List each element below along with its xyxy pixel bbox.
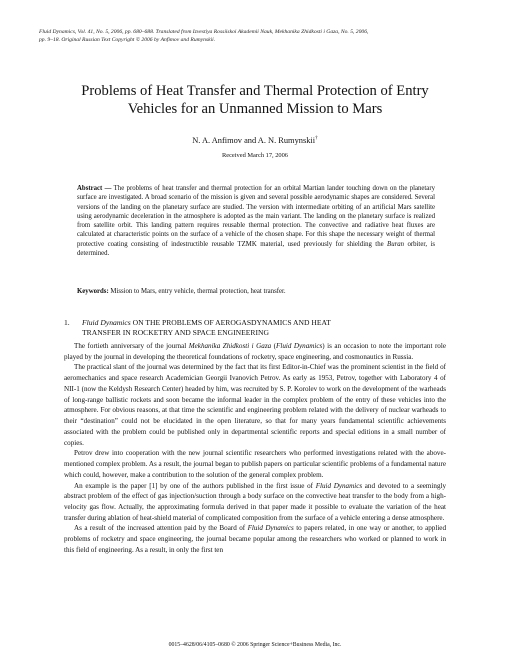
paragraph-1 <box>64 341 446 362</box>
section-heading-a: ON THE PROBLEMS OF AEROGASDYNAMICS AND HEAT <box>130 318 331 327</box>
citation-line-2: pp. 9–18. Original Russian Text Copyright © 2006 by Anfimov and Rumynskii. <box>39 37 216 44</box>
abstract-text-b: orbiter, is determined. <box>77 240 435 258</box>
p5-text-b: to papers related, in one way or another, to applied problems of rocketry and space engineering, the journal became popular among the researchers who worked or planned to work in this field of engineering. As a result, in only the first ten <box>64 524 446 554</box>
keywords <box>77 288 435 297</box>
title-line-1: Problems of Heat Transfer and Thermal Protection of Entry <box>81 83 429 99</box>
paragraph-3: Petrov drew into cooperation with the new journal scientific researchers who performed investigations related with the above-mentioned complex problem. As a result, the journal began to publish papers on particular scientific problems of a fundamental nature which could, however, make a contribution to the solution of the general complex problem. <box>64 449 446 479</box>
abstract <box>77 184 435 258</box>
p1-text-c: ) is an occasion to note the important role played by the journal in developing the theoretical foundations of rocketry, space engineering, and cosmonautics in Russia. <box>64 342 446 361</box>
citation-header <box>39 28 479 44</box>
section-1-heading <box>64 318 444 338</box>
paragraph-4 <box>64 481 446 524</box>
p5-text-a: As a result of the increased attention paid by the Board of <box>74 524 248 533</box>
authors <box>40 135 470 145</box>
p1-text-b: ( <box>271 342 277 350</box>
title-line-2: Vehicles for an Unmanned Mission to Mars <box>127 101 383 118</box>
received-date: Received March 17, 2006 <box>221 152 289 159</box>
p5-fluid-dynamics: Fluid Dynamics <box>247 524 294 533</box>
author-names: N. A. Anfimov and A. N. Rumynskii <box>192 135 316 145</box>
paragraph-5 <box>64 523 446 555</box>
section-number: 1. <box>64 318 70 327</box>
copyright-footer: 0015–4628/06/4105–0680 © 2006 Springer Science+Business Media, Inc. <box>168 642 342 648</box>
p4-fluid-dynamics: Fluid Dynamics <box>315 481 363 490</box>
abstract-text-a: The problems of heat transfer and thermal protection for an orbital Martian lander touching down on the planetary surface are investigated. A broad scenario of the mission is given and several possible aerodynamic shapes are considered. Several versions of the landing on the planetary surface are studied. The version with intermediate orbiting of an artificial Mars satellite using aerodynamic deceleration in the atmosphere is adopted as the main variant. The landing on the planetary surface is realized from satellite orbit. This landing pattern requires reusable thermal protection. The convective and radiative heat fluxes are calculated at characteristic points on the surface of a vehicle of the chosen shape. For this shape the necessary weight of thermal protective coating consisting of indestructible reusable TZMK material, used previously for shielding the <box>77 185 435 248</box>
p1-journal: Mekhanika Zhidkosti i Gaza <box>188 342 272 350</box>
p1-text-a: The fortieth anniversary of the journal <box>74 342 189 350</box>
body-text <box>64 341 446 556</box>
keywords-text: Mission to Mars, entry vehicle, thermal protection, heat transfer. <box>108 288 286 295</box>
section-heading-b: TRANSFER IN ROCKETRY AND SPACE ENGINEERING <box>82 328 269 338</box>
p1-fluid-dynamics: Fluid Dynamics <box>276 342 323 350</box>
keywords-label: Keywords: <box>77 288 109 295</box>
paper-title <box>40 82 470 118</box>
author-dagger: † <box>315 135 318 141</box>
abstract-label: Abstract — <box>77 185 112 192</box>
citation-line-1: Fluid Dynamics, Vol. 41, No. 5, 2006, pp. 680–688. Translated from Izvestiya Rossiiskoi Akademii Nauk, Mekhanika Zhidkosti i Gaza, No. 5, 2006, <box>39 29 369 35</box>
abstract-buran: Buran <box>387 240 405 248</box>
p4-text-b: and devoted to a seemingly abstract problem of the effect of gas injection/suction through a body surface on the convective heat transfer to the body from a high-velocity gas flow. Actually, the approximating formula derived in that paper made it possible to evaluate the variation of the heat transfer during ablation of heat-shield material of complicated composition from the surface of a vehicle entering a dense atmosphere. <box>64 481 447 522</box>
section-journal-name: Fluid Dynamics <box>82 318 131 327</box>
p4-text-a: An example is the paper [1] by one of the authors published in the first issue of <box>74 481 316 490</box>
paragraph-2: The practical slant of the journal was determined by the fact that its first Editor-in-Chief was the prominent scientist in the field of aeromechanics and space research Academician Georgii Ivanovich Petrov. As early as 1953, Petrov, together with Laboratory 4 of NII-1 (now the Keldysh Research Center) headed by him, was recruited by S. P. Korolev to work on the development of the warheads of long-range ballistic rockets and soon became the informal leader in the complex problem of the entry of these vehicles into the atmosphere. For obvious reasons, at that time the scientific and engineering problem related with the delivery of nuclear warheads to their “destination” could not be elucidated in the open literature, so that for many years fundamental scientific achievements associated with the problem could be published only in departmental scientific reports and special editions in a small number of copies. <box>64 363 446 447</box>
